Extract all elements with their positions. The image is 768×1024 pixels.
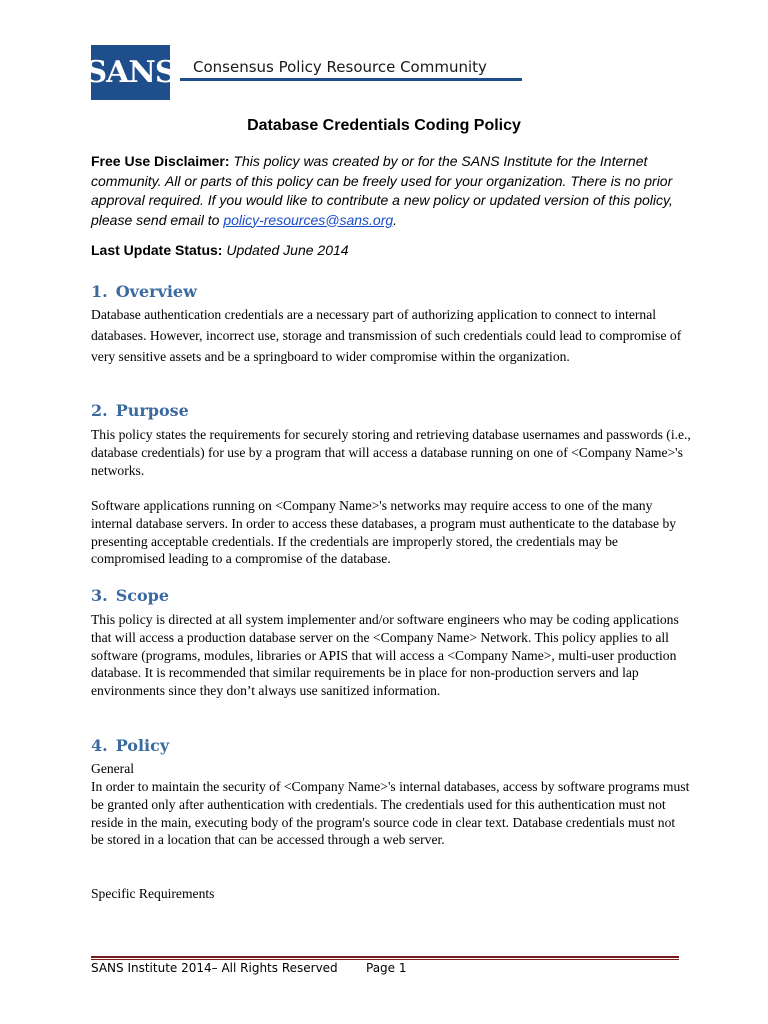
policy-subheading-general: General [91,761,135,776]
purpose-body-2: Software applications running on <Company Name>'s networks may require access to one of the many internal database servers. In order to access these databases, a program must authenticate to the database by presenting acceptable credentials. If the credentials are improperly stored, the credentials may be compromised leading to a compromise of the database. [91,498,677,567]
footer-copyright: SANS Institute 2014– All Rights Reserved [91,961,338,975]
section-number: 4. [91,736,108,755]
document-title: Database Credentials Coding Policy [247,117,521,134]
section-title: Purpose [115,401,189,420]
section-title: Overview [115,282,197,301]
update-status [91,241,691,261]
section-heading-policy [91,736,169,755]
disclaimer-paragraph [91,152,691,230]
section-number: 2. [91,401,108,420]
scope-body: This policy is directed at all system implementer and/or software engineers who may be coding applications that will access a production database server on the <Company Name> Network. This policy applies to all software (programs, modules, libraries or APIS that will access a <Company Name>, multi-user production database. It is recommended that similar requirements be in place for non-production servers and lap environments since they don’t always use sanitized information. [91,612,679,699]
section-heading-scope [91,586,169,605]
section-heading-overview [91,282,197,301]
purpose-body-1: This policy states the requirements for securely storing and retrieving database usernames and passwords (i.e., database credentials) for use by a program that will access a database running on one of <Company Name>'s networks. [91,427,691,478]
section-title: Scope [115,586,170,605]
disclaimer-label: Free Use Disclaimer: [91,153,230,169]
section-heading-purpose [91,401,189,420]
policy-body: In order to maintain the security of <Company Name>'s internal databases, access by software programs must be granted only after authentication with credentials. The credentials used for this authentication must not reside in the main, executing body of the program's source code in clear text. Database credentials must not be stored in a location that can be accessed through a web server. [91,779,690,848]
disclaimer-text: This policy was created by or for the SANS Institute for the Internet community. All or parts of this policy can be freely used for your organization. There is no prior approval required. If you would like to contribute a new policy or updated version of this policy, please send email to [91,153,673,228]
section-number: 1. [91,282,108,301]
community-title: Consensus Policy Resource Community [193,58,487,76]
email-link[interactable]: policy-resources@sans.org [223,211,394,228]
section-number: 3. [91,586,108,605]
footer-rule [91,956,679,958]
footer-page-number: Page 1 [366,961,407,975]
header-rule [180,78,522,81]
policy-subheading-specific: Specific Requirements [91,886,215,901]
sans-logo: SANS [91,45,170,100]
update-label: Last Update Status: [91,242,223,258]
section-title: Policy [115,736,170,755]
overview-body: Database authentication credentials are a necessary part of authorizing application to connect to internal databases. However, incorrect use, storage and transmission of such credentials could lead to compromise of very sensitive assets and be a springboard to wider compromise within the organization. [91,307,682,364]
update-value: Updated June 2014 [226,242,349,258]
disclaimer-end: . [393,211,398,228]
footer-rule-thin [91,959,679,960]
